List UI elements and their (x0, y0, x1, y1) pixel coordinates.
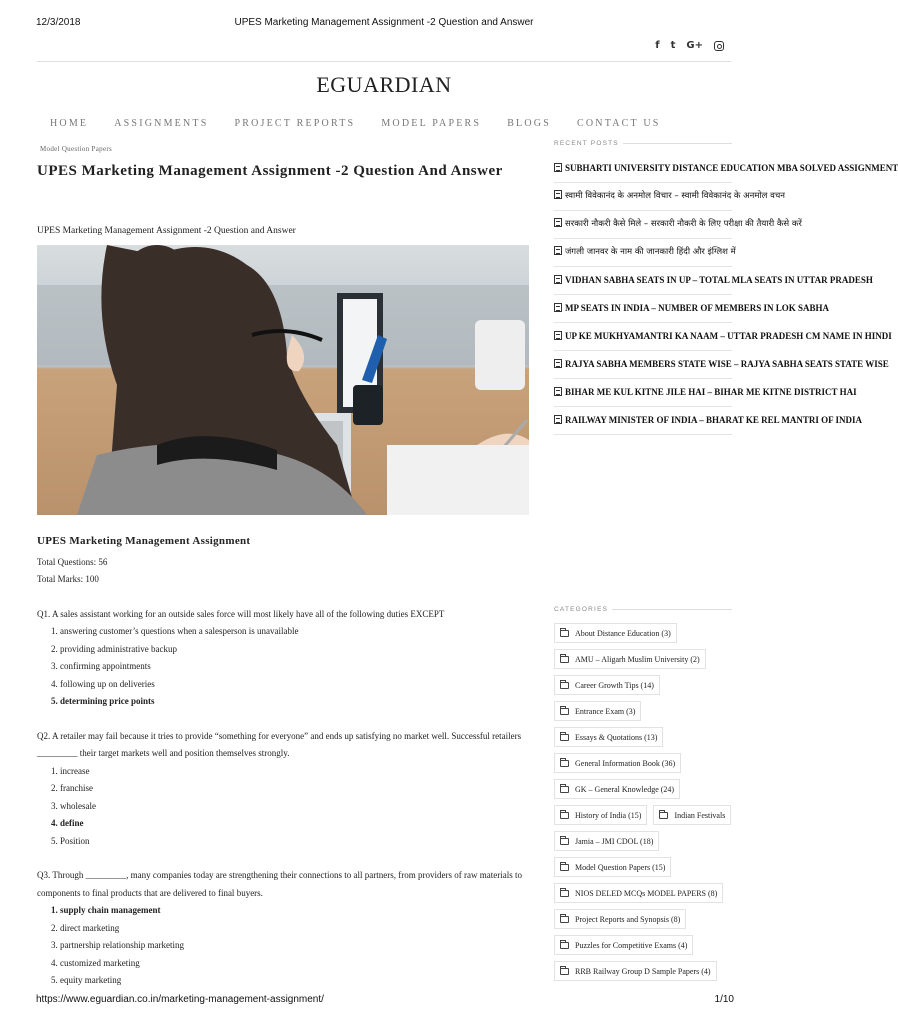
print-header (0, 17, 768, 31)
nav-blogs[interactable]: BLOGS (507, 118, 551, 129)
option-correct (51, 815, 532, 833)
recent-post-link[interactable] (554, 267, 873, 295)
print-page-number: 1/10 (714, 994, 734, 1005)
nav-assignments[interactable]: ASSIGNMENTS (114, 118, 209, 129)
folder-icon (560, 734, 569, 741)
option: 4. following up on deliveries (51, 678, 155, 689)
recent-post-title: UP KE MUKHYAMANTRI KA NAAM – UTTAR PRADESH CM NAME IN HINDI (565, 331, 892, 341)
answer-text: 5. determining price points (51, 696, 155, 706)
sidebar-categories (554, 606, 732, 987)
site-brand[interactable]: EGUARDIAN (316, 72, 452, 97)
question-2: Q2. A retailer may fail because it tries to provide “something for everyone” and ends up satisfying no market well. Successful retailers _________ their target markets well and position themselves strongly. (37, 730, 522, 758)
category-label: Puzzles for Competitive Exams (4) (575, 940, 688, 950)
category-tag[interactable] (554, 805, 647, 825)
category-tag[interactable] (554, 623, 677, 643)
recent-post-link[interactable] (554, 155, 898, 183)
folder-icon (560, 890, 569, 897)
recent-post-title: RAJYA SABHA MEMBERS STATE WISE – RAJYA SABHA SEATS STATE WISE (565, 359, 889, 369)
categories-heading-text: CATEGORIES (554, 606, 609, 613)
category-tag[interactable] (554, 831, 659, 851)
recent-post-title: MP SEATS IN INDIA – NUMBER OF MEMBERS IN LOK SABHA (565, 303, 830, 313)
recent-post-title: VIDHAN SABHA SEATS IN UP – TOTAL MLA SEATS IN UTTAR PRADESH (565, 275, 873, 285)
google-plus-icon[interactable]: G+ (686, 40, 703, 51)
document-icon (554, 331, 562, 340)
recent-post-link[interactable] (554, 295, 830, 323)
recent-post-title: जंगली जानवर के नाम की जानकारी हिंदी और इंग्लिश में (565, 247, 736, 257)
facebook-icon[interactable]: f (655, 40, 660, 51)
category-label: GK – General Knowledge (24) (575, 784, 675, 794)
category-label: Entrance Exam (3) (575, 706, 636, 716)
recent-post-link[interactable] (554, 351, 889, 379)
document-icon (554, 246, 562, 255)
category-tag[interactable] (554, 935, 693, 955)
recent-posts-list (554, 155, 898, 435)
category-label: Model Question Papers (15) (575, 862, 666, 872)
nav-model-papers[interactable]: MODEL PAPERS (381, 118, 482, 129)
option: 1. increase (51, 765, 90, 776)
category-label: NIOS DELED MCQs MODEL PAPERS (8) (575, 888, 718, 898)
folder-icon (560, 656, 569, 663)
folder-icon (560, 916, 569, 923)
nav-contact-us[interactable]: CONTACT US (576, 118, 661, 129)
category-list (554, 623, 754, 987)
main-nav (50, 118, 687, 129)
recent-post-title: सरकारी नौकरी कैसे मिले – सरकारी नौकरी के लिए परीक्षा की तैयारी कैसे करें (565, 219, 802, 229)
option: 3. confirming appointments (51, 661, 151, 671)
option-correct (51, 693, 532, 711)
folder-icon (560, 708, 569, 715)
recent-post-link[interactable] (554, 379, 857, 407)
answer-text: 1. supply chain management (51, 905, 161, 915)
recent-post-link[interactable] (554, 323, 892, 351)
category-tag[interactable] (653, 805, 731, 825)
question-1-options (37, 623, 532, 711)
print-date: 12/3/2018 (36, 17, 81, 28)
recent-post-title: BIHAR ME KUL KITNE JILE HAI – BIHAR ME KITNE DISTRICT HAI (565, 387, 857, 397)
category-tag[interactable] (554, 753, 681, 773)
category-tag[interactable] (554, 727, 663, 747)
recent-posts-heading-text: RECENT POSTS (554, 140, 619, 147)
folder-icon (560, 864, 569, 871)
category-label: Project Reports and Synopsis (8) (575, 914, 681, 924)
section-title: UPES Marketing Management Assignment (37, 535, 251, 547)
category-label: Career Growth Tips (14) (575, 680, 654, 690)
category-label: Jamia – JMI CDOL (18) (575, 836, 654, 846)
nav-home[interactable]: HOME (50, 118, 89, 129)
answer-text: 4. define (51, 818, 84, 828)
twitter-icon[interactable]: t (670, 40, 676, 51)
option-correct (51, 902, 532, 920)
folder-icon (560, 838, 569, 845)
folder-icon (560, 760, 569, 767)
folder-icon (659, 812, 668, 819)
category-label: AMU – Aligarh Muslim University (2) (575, 654, 700, 664)
category-label: History of India (15) (575, 810, 642, 820)
category-label: About Distance Education (3) (575, 628, 671, 638)
total-marks: Total Marks: 100 (37, 574, 99, 584)
document-icon (554, 303, 562, 312)
recent-post-title: स्वामी विवेकानंद के अनमोल विचार – स्वामी विवेकानंद के अनमोल वचन (565, 191, 785, 201)
category-tag[interactable] (554, 701, 641, 721)
question-2-options (37, 763, 532, 851)
recent-post-title: RAILWAY MINISTER OF INDIA – BHARAT KE REL MANTRI OF INDIA (565, 415, 863, 425)
document-icon (554, 359, 562, 368)
post-title: UPES Marketing Management Assignment -2 Question And Answer (37, 163, 503, 179)
document-icon (554, 163, 562, 172)
category-tag[interactable] (554, 649, 706, 669)
folder-icon (560, 786, 569, 793)
recent-post-link[interactable] (554, 239, 736, 267)
social-links (655, 40, 724, 52)
folder-icon (560, 630, 569, 637)
sidebar-recent-posts (554, 140, 898, 435)
option: 5. Position (51, 835, 90, 846)
category-label: RRB Railway Group D Sample Papers (4) (575, 966, 711, 976)
document-icon (554, 218, 562, 227)
document-icon (554, 275, 562, 284)
folder-icon (560, 942, 569, 949)
question-3: Q3. Through _________, many companies today are strengthening their connections to all partners, from providers of raw materials to components to final products that are delivered to final buyers. (37, 870, 522, 898)
option: 2. providing administrative backup (51, 643, 177, 654)
option: 4. customized marketing (51, 957, 140, 968)
question-3-options (37, 902, 532, 990)
category-label: Indian Festivals (674, 810, 726, 820)
hero-image (37, 245, 529, 515)
header-divider (37, 61, 731, 62)
option: 3. partnership relationship marketing (51, 940, 184, 950)
option: 3. wholesale (51, 800, 96, 811)
option: 5. equity marketing (51, 975, 122, 985)
recent-post-link[interactable] (554, 407, 863, 435)
categories-heading (554, 606, 732, 613)
question-1: Q1. A sales assistant working for an outside sales force will most likely have all of the following duties EXCEPT (37, 608, 445, 619)
document-icon (554, 190, 562, 199)
category-tag[interactable] (554, 883, 723, 903)
instagram-icon[interactable] (714, 41, 724, 51)
nav-project-reports[interactable]: PROJECT REPORTS (234, 118, 356, 129)
folder-icon (560, 968, 569, 975)
option: 2. direct marketing (51, 922, 120, 933)
woman-at-laptop-photo (37, 245, 529, 515)
post-intro: UPES Marketing Management Assignment -2 Question and Answer (37, 226, 296, 236)
folder-icon (560, 682, 569, 689)
category-tag[interactable] (554, 909, 686, 929)
recent-post-link[interactable] (554, 211, 802, 239)
print-url: https://www.eguardian.co.in/marketing-management-assignment/ (36, 994, 324, 1005)
breadcrumb[interactable]: Model Question Papers (40, 145, 113, 153)
category-label: General Information Book (36) (575, 758, 676, 768)
document-icon (554, 387, 562, 396)
category-tag[interactable] (554, 675, 660, 695)
recent-posts-heading (554, 140, 732, 147)
print-title: UPES Marketing Management Assignment -2 Question and Answer (234, 17, 534, 28)
recent-post-link[interactable] (554, 183, 785, 211)
option: 1. answering customer’s questions when a salesperson is unavailable (51, 626, 299, 636)
folder-icon (560, 812, 569, 819)
document-icon (554, 415, 562, 424)
category-label: Essays & Quotations (13) (575, 732, 658, 742)
category-tag[interactable] (554, 779, 680, 799)
post-content (37, 533, 532, 990)
recent-post-title: SUBHARTI UNIVERSITY DISTANCE EDUCATION MBA SOLVED ASSIGNMENT (565, 163, 898, 173)
total-questions: Total Questions: 56 (37, 556, 108, 567)
category-tag[interactable] (554, 961, 717, 981)
category-tag[interactable] (554, 857, 671, 877)
option: 2. franchise (51, 783, 93, 793)
